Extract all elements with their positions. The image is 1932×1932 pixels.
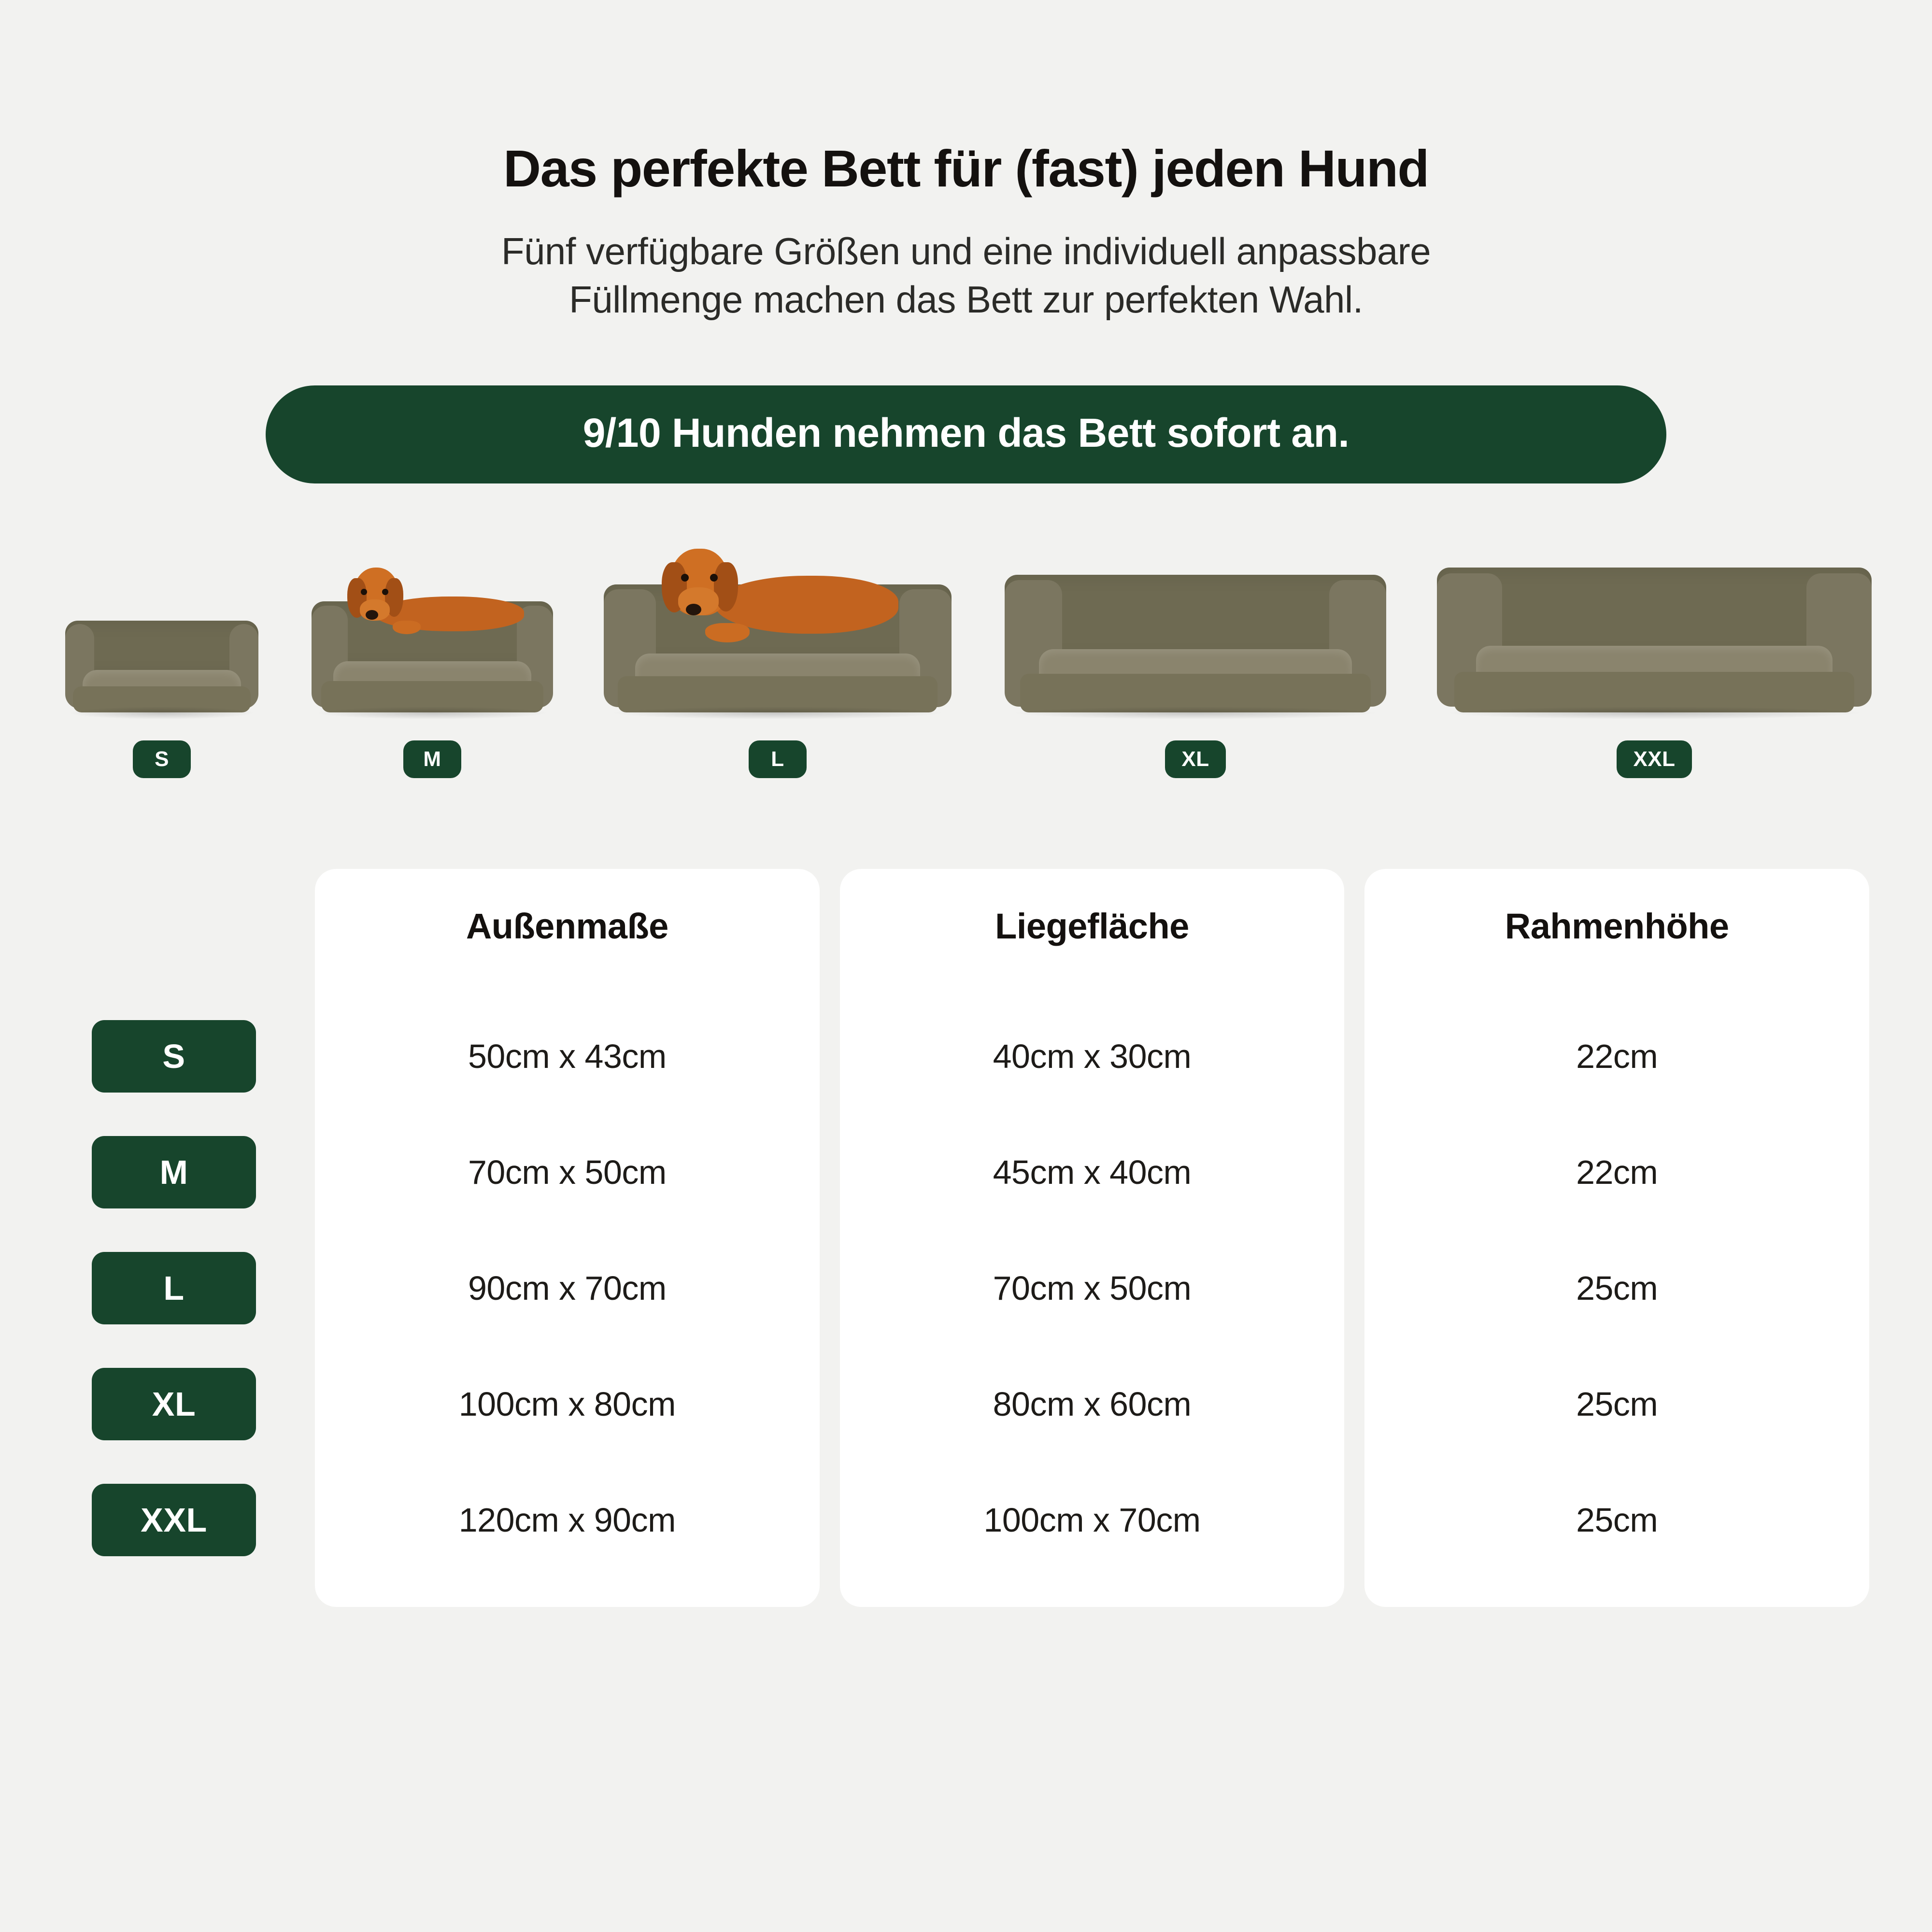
bed-cell-xl: [978, 575, 1413, 778]
spec-cell: 100cm x 80cm: [458, 1385, 676, 1423]
spec-table: [0, 869, 1932, 1607]
bed-illustration-l: [604, 584, 952, 712]
spec-column-aussenmasse: [315, 869, 820, 1607]
bed-cell-xxl: [1413, 568, 1896, 778]
spec-cell: 25cm: [1576, 1269, 1658, 1307]
bed-size-badge-xl: XL: [1165, 740, 1225, 778]
row-size-badge-l: L: [92, 1252, 256, 1324]
bed-size-badge-s: S: [133, 740, 191, 778]
row-size-badge-xxl: XXL: [92, 1484, 256, 1556]
spec-cell: 50cm x 43cm: [468, 1037, 667, 1075]
bed-shadow: [319, 707, 546, 719]
spec-cell: 40cm x 30cm: [993, 1037, 1192, 1075]
spec-col-header: Außenmaße: [466, 906, 668, 946]
spec-cell: 22cm: [1576, 1153, 1658, 1191]
row-size-badge-m: M: [92, 1136, 256, 1208]
dog-eye-left: [361, 589, 367, 595]
table-row-label: [92, 1114, 295, 1230]
bed-cell-l: [577, 584, 978, 778]
spec-cell: 90cm x 70cm: [468, 1269, 667, 1307]
row-size-badge-xl: XL: [92, 1368, 256, 1440]
dog-eye-right: [382, 589, 388, 595]
table-row-label: [92, 1230, 295, 1346]
banner-section: [0, 385, 1932, 483]
bed-illustration-s: [65, 621, 258, 712]
dog-paw: [705, 623, 750, 642]
spec-cell: 120cm x 90cm: [458, 1501, 676, 1539]
spec-cell: 100cm x 70cm: [983, 1501, 1201, 1539]
spec-cell: 22cm: [1576, 1037, 1658, 1075]
dog-dachshund: [331, 559, 534, 651]
spec-col-header: Rahmenhöhe: [1505, 906, 1729, 946]
bed-size-badge-xxl: XXL: [1617, 740, 1691, 778]
subtitle-line-2: Füllmenge machen das Bett zur perfekten Wahl.: [569, 278, 1363, 321]
bed-shadow: [1016, 707, 1375, 719]
dog-paw: [393, 621, 421, 634]
spec-cell: 70cm x 50cm: [468, 1153, 667, 1191]
bed-illustration-xxl: [1437, 568, 1872, 712]
table-row-label: [92, 1346, 295, 1462]
table-row-label: [92, 998, 295, 1114]
dog-nose: [686, 604, 701, 615]
spec-col-header: Liegefläche: [995, 906, 1189, 946]
header-section: [0, 0, 1932, 324]
bed-shadow: [71, 707, 253, 719]
spec-cell: 80cm x 60cm: [993, 1385, 1192, 1423]
acceptance-banner: 9/10 Hunden nehmen das Bett sofort an.: [266, 385, 1666, 483]
bed-illustration-xl: [1005, 575, 1386, 712]
dog-nose: [366, 610, 378, 620]
spec-column-rahmenhoehe: [1364, 869, 1869, 1607]
bed-size-badge-l: L: [749, 740, 807, 778]
bed-cell-m: [287, 601, 577, 778]
spec-cell: 25cm: [1576, 1501, 1658, 1539]
row-size-badge-s: S: [92, 1020, 256, 1093]
page-subtitle: [0, 227, 1932, 324]
table-row-label: [92, 1462, 295, 1578]
dog-eye-right: [710, 574, 718, 582]
spec-table-size-column: [92, 869, 295, 1607]
subtitle-line-1: Fünf verfügbare Größen und eine individuell anpassbare: [501, 229, 1431, 272]
bed-illustration-m: [312, 601, 553, 712]
dog-eye-left: [681, 574, 689, 582]
spec-cell: 70cm x 50cm: [993, 1269, 1192, 1307]
page-title: Das perfekte Bett für (fast) jeden Hund: [503, 139, 1429, 198]
spec-column-liegeflaeche: [840, 869, 1345, 1607]
spec-cell: 45cm x 40cm: [993, 1153, 1192, 1191]
bed-shadow: [614, 707, 941, 719]
dog-vizsla: [657, 546, 908, 657]
spec-table-grid: [92, 869, 1869, 1607]
bed-cell-s: [36, 621, 287, 778]
bed-size-lineup: [0, 575, 1932, 778]
spec-cell: 25cm: [1576, 1385, 1658, 1423]
bed-size-badge-m: M: [403, 740, 461, 778]
bed-shadow: [1450, 707, 1859, 719]
